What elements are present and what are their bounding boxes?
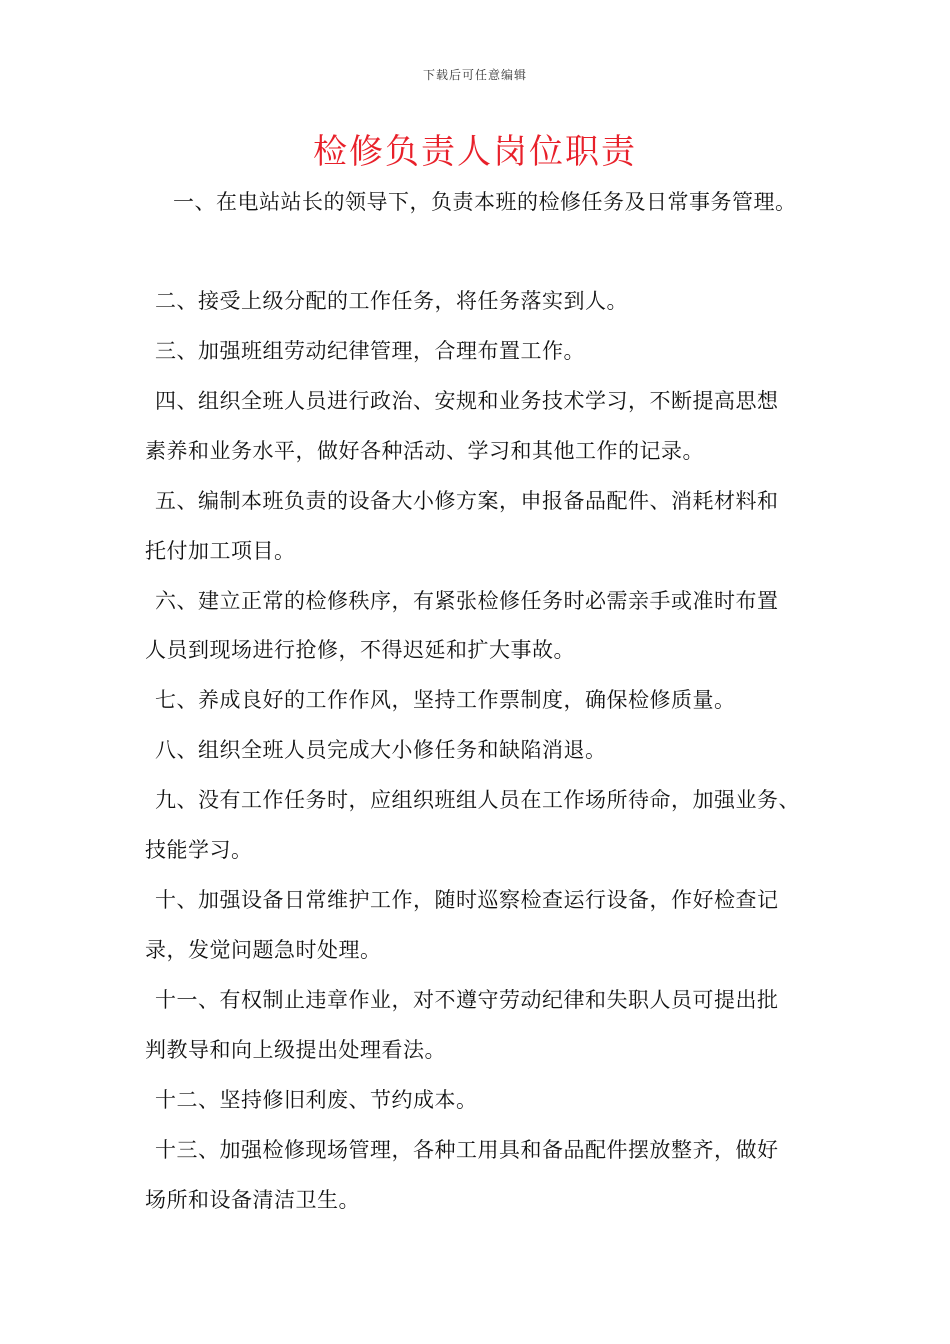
clause-line-18: 十二、坚持修旧利废、节约成本。	[155, 1088, 478, 1112]
clause-line-7: 托付加工项目。	[145, 539, 296, 563]
clause-line-8: 六、建立正常的检修秩序，有紧张检修任务时必需亲手或准时布置	[155, 589, 779, 613]
document-title: 检修负责人岗位职责	[313, 132, 637, 172]
clause-line-6: 五、编制本班负责的设备大小修方案，申报备品配件、消耗材料和	[155, 489, 779, 513]
clause-line-14: 十、加强设备日常维护工作，随时巡察检查运行设备，作好检查记	[155, 888, 779, 912]
clause-line-16: 十一、有权制止违章作业，对不遵守劳动纪律和失职人员可提出批	[155, 988, 779, 1012]
clause-line-5: 素养和业务水平，做好各种活动、学习和其他工作的记录。	[145, 439, 704, 463]
clause-line-2: 二、接受上级分配的工作任务，将任务落实到人。	[155, 289, 628, 313]
clause-line-10: 七、养成良好的工作作风，坚持工作票制度，确保检修质量。	[155, 688, 736, 712]
clause-line-20: 场所和设备清洁卫生。	[145, 1188, 360, 1212]
clause-line-11: 八、组织全班人员完成大小修任务和缺陷消退。	[155, 738, 607, 762]
clause-line-4: 四、组织全班人员进行政治、安规和业务技术学习，不断提高思想	[155, 389, 779, 413]
clause-line-13: 技能学习。	[145, 838, 253, 862]
header-note: 下载后可任意编辑	[422, 68, 527, 82]
clause-line-12: 九、没有工作任务时，应组织班组人员在工作场所待命，加强业务、	[155, 788, 800, 812]
clause-line-3: 三、加强班组劳动纪律管理，合理布置工作。	[155, 339, 585, 363]
clause-line-1: 一、在电站站长的领导下，负责本班的检修任务及日常事务管理。	[173, 190, 797, 214]
clause-line-15: 录，发觉问题急时处理。	[145, 938, 382, 962]
clause-line-9: 人员到现场进行抢修，不得迟延和扩大事故。	[145, 638, 575, 662]
clause-line-19: 十三、加强检修现场管理，各种工用具和备品配件摆放整齐，做好	[155, 1138, 779, 1162]
clause-line-17: 判教导和向上级提出处理看法。	[145, 1038, 446, 1062]
